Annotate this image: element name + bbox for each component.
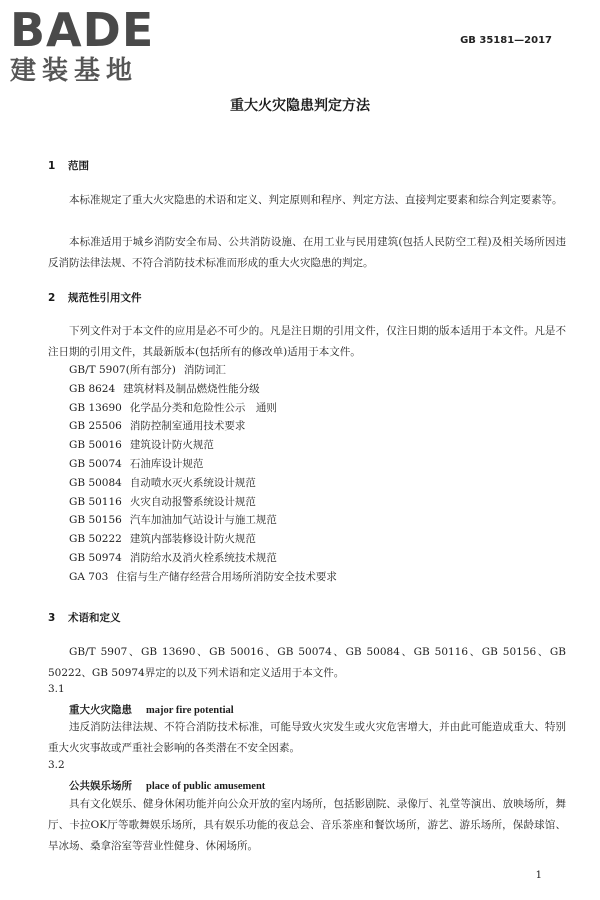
reference-item	[69, 568, 337, 587]
term-number: 3.2	[48, 759, 65, 771]
document-title: 重大火灾隐患判定方法	[230, 98, 370, 114]
reference-title: 火灾自动报警系统设计规范	[129, 495, 256, 508]
term-chinese: 公共娱乐场所	[69, 780, 132, 792]
watermark-logo	[10, 3, 155, 86]
normative-reference-list	[69, 361, 337, 587]
reference-code: GB 50222	[69, 533, 122, 546]
reference-code: GB 50016	[69, 439, 122, 452]
term-number: 3.1	[48, 683, 65, 695]
section-title: 范围	[68, 160, 89, 172]
reference-code: GA 703	[69, 570, 109, 583]
reference-title: 住宿与生产储存经营合用场所消防安全技术要求	[116, 570, 337, 583]
reference-item	[69, 493, 337, 512]
reference-item	[69, 474, 337, 493]
reference-code: GB 50074	[69, 457, 122, 470]
term-heading	[69, 778, 265, 793]
standard-number: GB 35181—2017	[460, 35, 552, 46]
reference-title: 石油库设计规范	[129, 457, 204, 470]
reference-code: GB 50084	[69, 476, 122, 489]
term-definition: 违反消防法律法规、不符合消防技术标准，可能导致火灾发生或火灾危害增大，并由此可能造成重大、特别重大火灾事故或严重社会影响的各类潜在不安全因素。	[48, 721, 566, 754]
term-english: major fire potential	[146, 705, 234, 716]
reference-title: 消防控制室通用技术要求	[129, 420, 246, 433]
reference-item	[69, 511, 337, 530]
term-heading	[69, 702, 234, 717]
reference-title: 化学品分类和危险性公示 通则	[129, 401, 277, 414]
section-1-paragraph-2: 本标准适用于城乡消防安全布局、公共消防设施、在用工业与民用建筑(包括人民防空工程)及相关场所因违反消防法律法规、不符合消防技术标准而形成的重大火灾隐患的判定。	[48, 236, 566, 269]
term-definition: 具有文化娱乐、健身休闲功能并向公众开放的室内场所，包括影剧院、录像厅、礼堂等演出、放映场所，舞厅、卡拉OK厅等歌舞娱乐场所，具有娱乐功能的夜总会、音乐茶座和餐饮场所，游艺、游乐场所，保龄球馆、旱冰场、桑拿浴室等营业性健身、休闲场所。	[48, 798, 566, 852]
reference-code: GB 13690	[69, 401, 122, 414]
reference-title: 汽车加油加气站设计与施工规范	[129, 514, 277, 527]
reference-item	[69, 417, 337, 436]
reference-code: GB 50156	[69, 514, 122, 527]
section-number: 3	[48, 612, 56, 624]
reference-title: 建筑材料及制品燃烧性能分级	[123, 382, 260, 395]
reference-item	[69, 436, 337, 455]
reference-title: 建筑内部装修设计防火规范	[129, 533, 256, 546]
reference-title: 消防词汇	[183, 364, 226, 376]
reference-item	[69, 530, 337, 549]
section-title: 术语和定义	[68, 612, 121, 624]
section-number: 2	[48, 292, 56, 304]
reference-code: GB 50974	[69, 551, 122, 564]
reference-code: GB 8624	[69, 382, 116, 395]
logo-wordmark: BADE	[10, 3, 155, 57]
term-english: place of public amusement	[146, 781, 266, 792]
section-title: 规范性引用文件	[68, 292, 142, 304]
term-chinese: 重大火灾隐患	[69, 704, 132, 716]
page-number: 1	[535, 870, 542, 881]
logo-subtitle: 建装基地	[10, 56, 139, 86]
reference-title: 自动喷水灭火系统设计规范	[129, 476, 256, 489]
section-2-heading	[48, 290, 142, 305]
reference-code: GB 50116	[69, 495, 122, 508]
reference-title: 消防给水及消火栓系统技术规范	[129, 551, 277, 564]
section-2-intro: 下列文件对于本文件的应用是必不可少的。凡是注日期的引用文件，仅注日期的版本适用于本文件。凡是不注日期的引用文件，其最新版本(包括所有的修改单)适用于本文件。	[48, 325, 566, 358]
reference-item	[69, 549, 337, 568]
reference-code: GB 25506	[69, 420, 122, 433]
section-1-paragraph-1: 本标准规定了重大火灾隐患的术语和定义、判定原则和程序、判定方法、直接判定要素和综合判定要素等。	[69, 194, 563, 206]
section-3-intro: GB/T 5907、GB 13690、GB 50016、GB 50074、GB 50084、GB 50116、GB 50156、GB 50222、GB 50974界定的以及下列术语和定义适用于本文件。	[48, 646, 566, 679]
reference-code: GB/T 5907(所有部分)	[69, 364, 176, 376]
section-3-heading	[48, 610, 121, 625]
reference-item	[69, 455, 337, 474]
reference-title: 建筑设计防火规范	[129, 439, 214, 452]
reference-item	[69, 380, 337, 399]
section-number: 1	[48, 160, 56, 172]
reference-item	[69, 399, 337, 418]
reference-item	[69, 361, 337, 380]
section-1-heading	[48, 158, 89, 173]
